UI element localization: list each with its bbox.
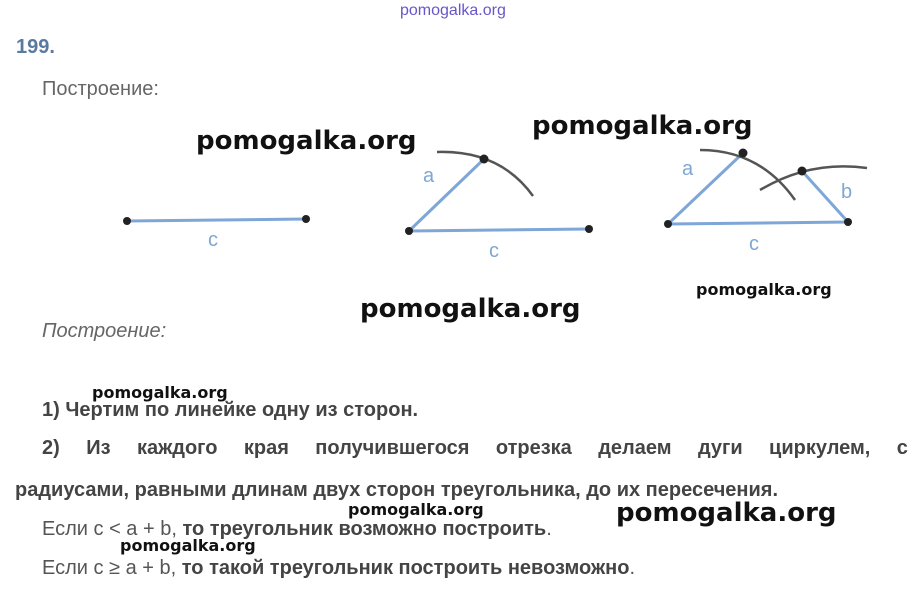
- step-2-line-1: [42, 437, 908, 460]
- watermark-7: pomogalka.org: [348, 500, 484, 519]
- word: циркулем,: [769, 437, 871, 459]
- segment-c2-line: [409, 229, 589, 231]
- arc-a3: [700, 150, 795, 200]
- word: дуги: [697, 437, 743, 459]
- condition-possible: [42, 518, 552, 541]
- watermark-4: pomogalka.org: [360, 294, 581, 324]
- side-a-line: [409, 159, 484, 231]
- watermark-8: pomogalka.org: [120, 536, 256, 555]
- condition-1-prefix: Если c < a + b,: [42, 518, 183, 540]
- point-2b: [585, 225, 593, 233]
- point-3b: [844, 218, 852, 226]
- point-right: [302, 215, 310, 223]
- point-2a: [405, 227, 413, 235]
- label-a-2: a: [423, 165, 435, 187]
- watermark-3: pomogalka.org: [696, 280, 832, 299]
- word: с: [896, 437, 908, 459]
- point-3c: [739, 149, 748, 158]
- label-a-3: a: [682, 158, 694, 180]
- point-left: [123, 217, 131, 225]
- point-3d: [798, 167, 807, 176]
- condition-2-suffix: .: [629, 557, 636, 579]
- segment-c3-line: [668, 222, 848, 224]
- label-c-1: c: [208, 229, 218, 251]
- segment-c-line: [127, 219, 306, 221]
- point-3a: [664, 220, 672, 228]
- word: Из: [86, 437, 111, 459]
- figure-segment: [123, 215, 310, 251]
- condition-2-bold: то такой треугольник построить невозможно: [181, 557, 630, 579]
- label-c-3: c: [749, 233, 759, 255]
- problem-number: 199.: [16, 36, 55, 58]
- watermark-5: pomogalka.org: [92, 383, 228, 402]
- watermark-2: pomogalka.org: [532, 111, 753, 141]
- step-1: 1) Чертим по линейке одну из сторон.: [42, 399, 419, 421]
- point-2c: [480, 155, 489, 164]
- label-b-3: b: [841, 181, 853, 203]
- word: делаем: [598, 437, 672, 459]
- word: получившегося: [315, 437, 470, 459]
- figure-triangle: [664, 149, 867, 256]
- condition-2-prefix: Если c ≥ a + b,: [42, 557, 182, 579]
- word: каждого: [136, 437, 218, 459]
- watermark-6: pomogalka.org: [616, 498, 837, 528]
- construction-heading-italic: Построение:: [42, 320, 167, 342]
- condition-impossible: [42, 557, 635, 580]
- figure-with-arc: [405, 152, 593, 262]
- condition-1-suffix: .: [546, 518, 552, 540]
- word: отрезка: [495, 437, 572, 459]
- watermark-top: pomogalka.org: [400, 2, 506, 19]
- word: края: [243, 437, 289, 459]
- word: 2): [42, 437, 60, 459]
- side-a3-line: [668, 153, 743, 224]
- label-c-2: c: [489, 240, 499, 262]
- construction-heading: Построение:: [42, 78, 159, 100]
- step-2-line-2: радиусами, равными длинам двух сторон треугольника, до их пересечения.: [15, 479, 779, 501]
- watermark-1: pomogalka.org: [196, 126, 417, 156]
- condition-1-bold: то треугольник возможно построить: [182, 518, 547, 540]
